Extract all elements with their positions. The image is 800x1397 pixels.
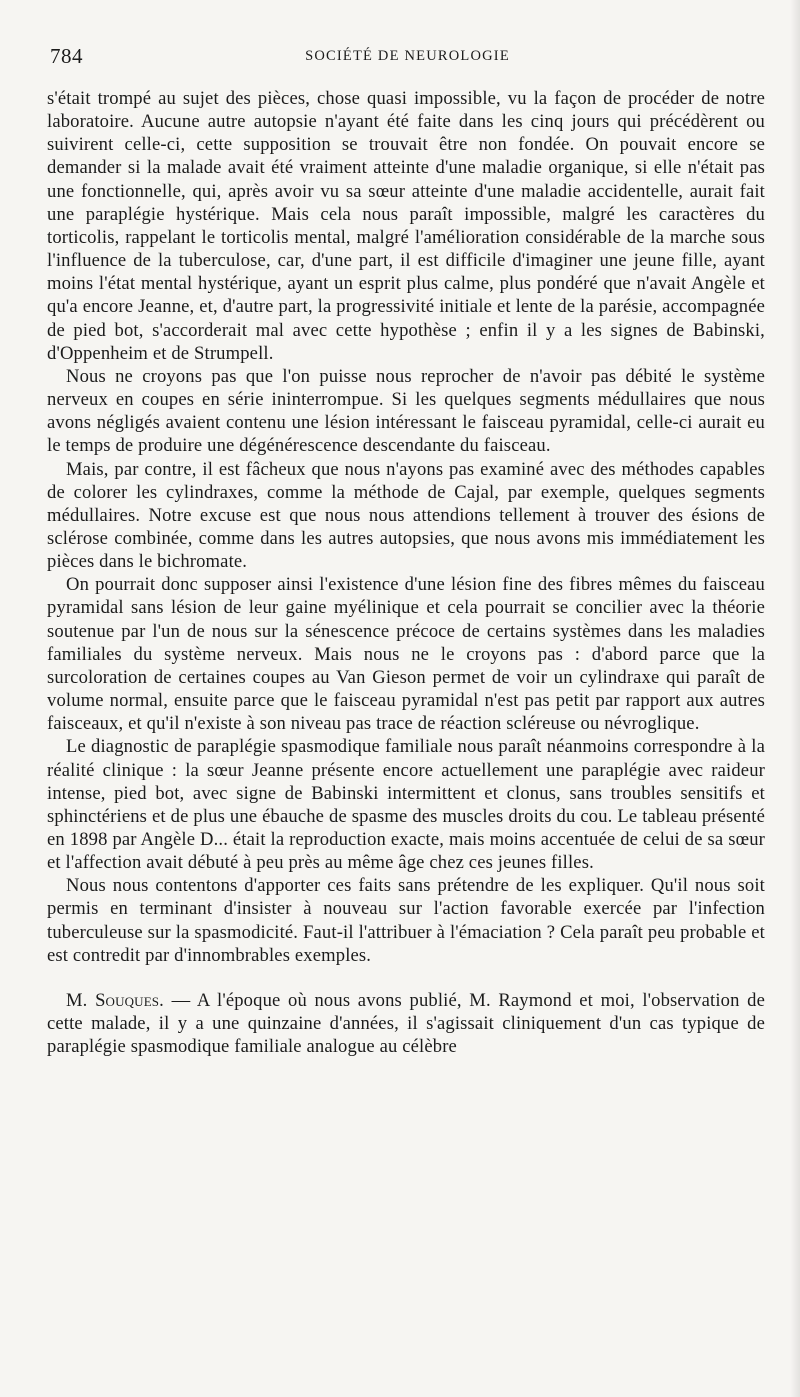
discussion-paragraph	[47, 989, 765, 1058]
paragraph: Nous nous contentons d'apporter ces faits sans prétendre de les expliquer. Qu'il nous soit permis en terminant d'insister à nouveau sur l'action favorable exercée par l'infection tuberculeuse sur la spasmodicité. Faut-il l'attribuer à l'émaciation ? Cela paraît peu probable et est contredit par d'innombrables exemples.	[47, 875, 765, 966]
paragraph: Le diagnostic de paraplégie spasmodique familiale nous paraît néanmoins correspondre à la réalité clinique : la sœur Jeanne présente encore actuellement une paraplégie avec raideur intense, pied bot, avec signe de Babinski intermittent et clonus, sans troubles sensitifs et sphinctériens et de plus une ébauche de spasme des muscles droits du cou. Le tableau présenté en 1898 par Angèle D... était la reproduction exacte, mais moins accentuée de celui de sa sœur et l'affection avait débuté à peu près au même âge chez ces jeunes filles.	[47, 736, 765, 874]
page-header	[50, 44, 765, 74]
speaker-name: M. Souques.	[66, 989, 164, 1011]
paragraph: On pourrait donc supposer ainsi l'existence d'une lésion fine des fibres mêmes du faisceau pyramidal sans lésion de leur gaine myélinique et cela pourrait se concilier avec la théorie soutenue par l'un de nous sur la sénescence précoce de certains systèmes dans les maladies familiales du système nerveux. Mais nous ne le croyons pas : d'abord parce que la surcoloration de certaines coupes au Van Gieson permet de voir un cylindraxe qui paraît de volume normal, ensuite parce que le faisceau pyramidal n'est pas petit par rapport aux autres faisceaux, et qu'il n'existe à son niveau pas trace de réaction scléreuse ou névroglique.	[47, 574, 765, 735]
running-title: SOCIÉTÉ DE NEUROLOGIE	[305, 48, 510, 64]
discussion-text: — A l'époque où nous avons publié, M. Raymond et moi, l'observation de cette malade, il y a une quinzaine d'années, il s'agissait cliniquement d'un cas typique de paraplégie spasmodique familiale analogue au célèbre	[47, 989, 765, 1058]
paragraph-continuation: s'était trompé au sujet des pièces, chose quasi impossible, vu la façon de procéder de notre laboratoire. Aucune autre autopsie n'ayant été faite dans les cinq jours qui précédèrent ou suivirent celle-ci, cette supposition se trouvait être non fondée. On pouvait encore se demander si la malade avait été vraiment atteinte d'une maladie organique, si elle n'était pas une fonctionnelle, qui, après avoir vu sa sœur atteinte d'une maladie accidentelle, aurait fait une paraplégie hystérique. Mais cela nous paraît impossible, malgré les caractères du torticolis, rappelant le torticolis mental, malgré l'amélioration considérable de la marche sous l'influence de la tuberculose, car, d'une part, il est difficile d'imaginer une jeune fille, ayant moins l'état mental hystérique, ayant un esprit plus calme, plus pondéré que n'avait Angèle et qu'a encore Jeanne, et, d'autre part, la progressivité initiale et lente de la parésie, accompagnée de pied bot, s'accorderait mal avec cette hypothèse ; enfin il y a les signes de Babinski, d'Oppenheim et de Strumpell.	[47, 88, 765, 364]
paragraph: Mais, par contre, il est fâcheux que nous n'ayons pas examiné avec des méthodes capables de colorer les cylindraxes, comme la méthode de Cajal, par exemple, quelques segments médullaires. Notre excuse est que nous nous attendions tellement à trouver des ésions de sclérose combinée, comme dans les autres autopsies, que nous avons mis immédiatement les pièces dans le bichromate.	[47, 458, 765, 573]
page-number: 784	[50, 44, 83, 68]
paragraph: Nous ne croyons pas que l'on puisse nous reprocher de n'avoir pas débité le système nerveux en coupes en série ininterrompue. Si les quelques segments médullaires que nous avons négligés avaient contenu une lésion intéressant le faisceau pyramidal, celle-ci aurait eu le temps de produire une dégénérescence descendante du faisceau.	[47, 365, 765, 457]
body-text	[47, 87, 765, 1058]
page-edge-shadow	[790, 0, 800, 1397]
